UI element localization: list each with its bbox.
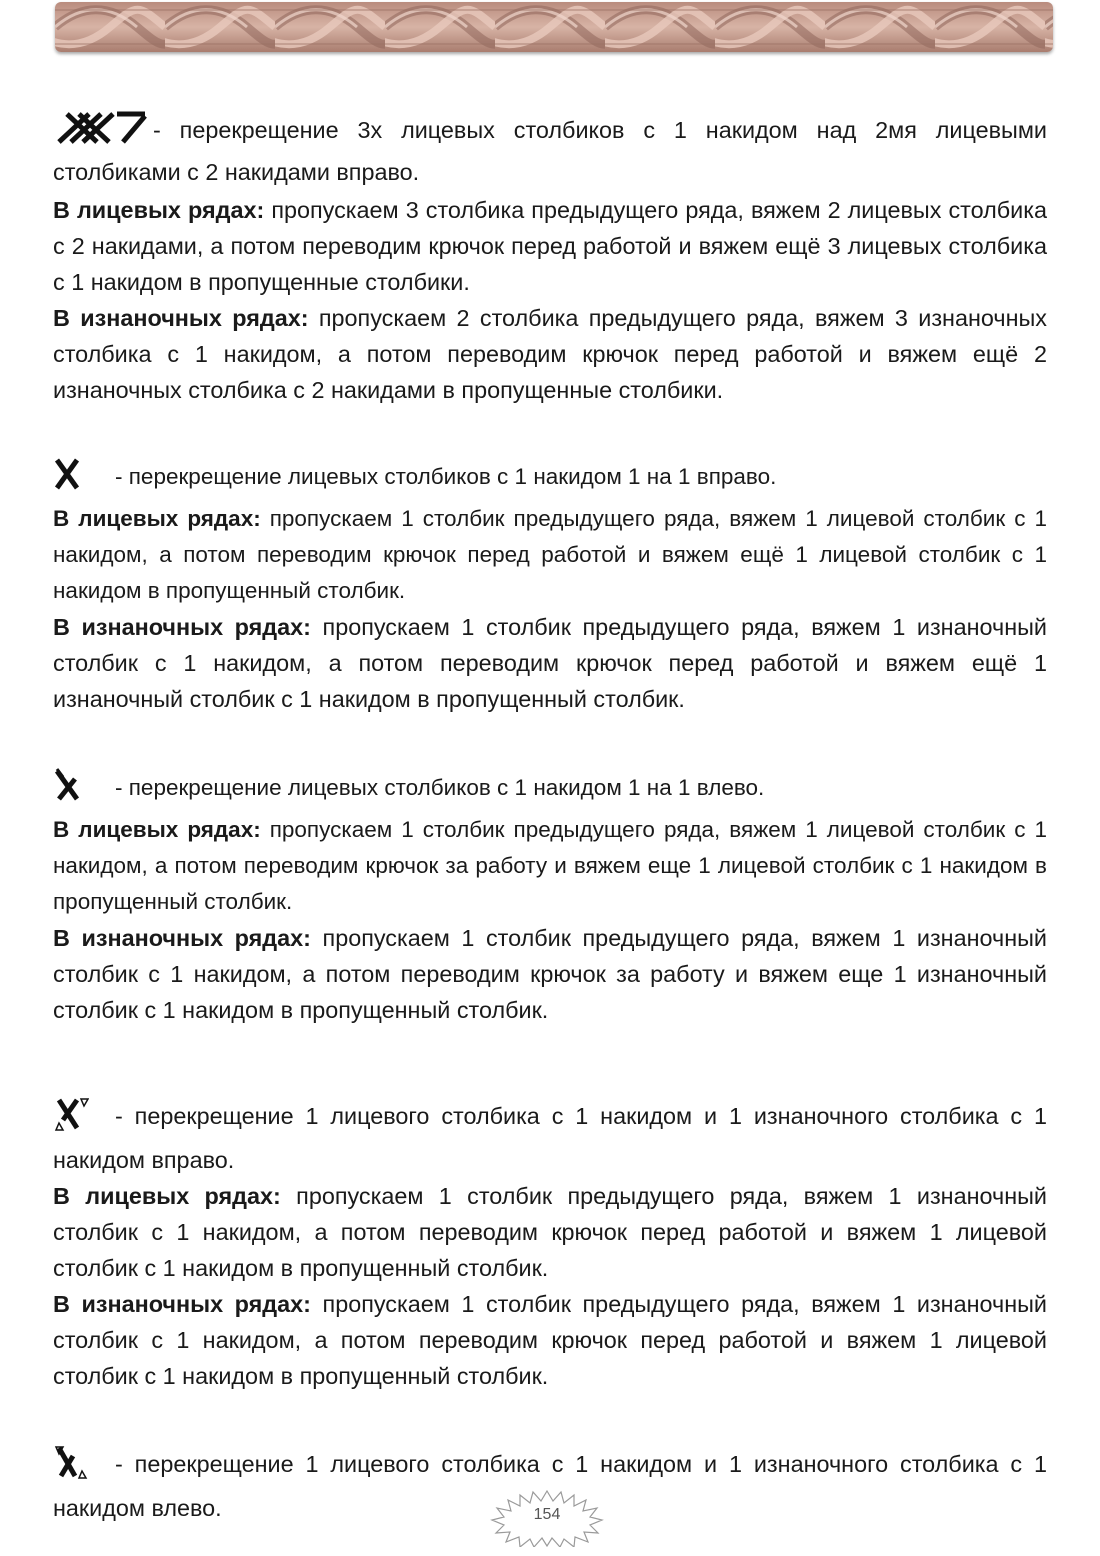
entry-lead-text: - перекрещение 1 лицевого столбика с 1 накидом и 1 изнаночного столбика с 1 накидом вправо. <box>53 1103 1047 1173</box>
row-label: В лицевых рядах: <box>53 817 261 842</box>
row-label: В лицевых рядах: <box>53 197 265 223</box>
page-content <box>53 110 1047 1526</box>
row-text: пропускаем 2 столбика предыдущего ряда, вяжем 3 изнаночных столбика с 1 накидом, а потом переводим крючок перед работой и вяжем ещё 2 изнаночных столбика с 2 накидами в пропущенные столбики. <box>53 305 1047 403</box>
legend-entry <box>53 767 1047 1028</box>
cross-1x1-right-icon <box>53 458 81 501</box>
row-label: В изнаночных рядах: <box>53 305 309 331</box>
page-number-badge <box>482 1487 612 1547</box>
cross-1x1-left-icon <box>53 767 81 812</box>
row-text: пропускаем 1 столбик предыдущего ряда, вяжем 1 изнаночный столбик с 1 накидом, а потом переводим крючок перед работой и вяжем ещё 1 изнаночный столбик с 1 накидом в пропущенный столбик. <box>53 614 1047 712</box>
row-text: пропускаем 1 столбик предыдущего ряда, вяжем 1 изнаночный столбик с 1 накидом, а потом переводим крючок за работу и вяжем еще 1 изнаночный столбик с 1 накидом в пропущенный столбик. <box>53 925 1047 1023</box>
row-label: В изнаночных рядах: <box>53 1291 311 1317</box>
entry-lead-text: - перекрещение лицевых столбиков с 1 накидом 1 на 1 влево. <box>115 775 765 800</box>
cross-3x2-right-icon <box>53 110 153 154</box>
row-label: В изнаночных рядах: <box>53 614 311 640</box>
row-text: пропускаем 1 столбик предыдущего ряда, вяжем 1 лицевой столбик с 1 накидом, а потом переводим крючок за работу и вяжем еще 1 лицевой столбик с 1 накидом в пропущенный столбик. <box>53 817 1047 914</box>
legend-entry <box>53 458 1047 717</box>
row-label: В изнаночных рядах: <box>53 925 311 951</box>
legend-entry <box>53 1096 1047 1394</box>
row-text: пропускаем 1 столбик предыдущего ряда, вяжем 1 лицевой столбик с 1 накидом, а потом переводим крючок перед работой и вяжем ещё 1 лицевой столбик с 1 накидом в пропущенный столбик. <box>53 506 1047 603</box>
row-label: В лицевых рядах: <box>53 506 261 531</box>
entry-lead-text: - перекрещение 3х лицевых столбиков с 1 накидом над 2мя лицевыми столбиками с 2 накидами вправо. <box>53 117 1047 185</box>
knit-cable-banner <box>55 2 1053 52</box>
cross-knit-purl-right-icon <box>53 1096 89 1142</box>
entry-lead-text: - перекрещение 1 лицевого столбика с 1 накидом и 1 изнаночного столбика с 1 накидом влево. <box>53 1451 1047 1521</box>
cross-knit-purl-left-icon <box>53 1444 89 1490</box>
row-text: пропускаем 1 столбик предыдущего ряда, вяжем 1 изнаночный столбик с 1 накидом, а потом переводим крючок перед работой и вяжем 1 лицевой столбик с 1 накидом в пропущенный столбик. <box>53 1291 1047 1389</box>
row-text: пропускаем 3 столбика предыдущего ряда, вяжем 2 лицевых столбика с 2 накидами, а потом переводим крючок перед работой и вяжем ещё 3 лицевых столбика с 1 накидом в пропущенные столбики. <box>53 197 1047 295</box>
row-text: пропускаем 1 столбик предыдущего ряда, вяжем 1 изнаночный столбик с 1 накидом, а потом переводим крючок перед работой и вяжем 1 лицевой столбик с 1 накидом в пропущенный столбик. <box>53 1183 1047 1281</box>
row-label: В лицевых рядах: <box>53 1183 281 1209</box>
legend-entry <box>53 110 1047 408</box>
page-number: 154 <box>533 1506 561 1523</box>
entry-lead-text: - перекрещение лицевых столбиков с 1 накидом 1 на 1 вправо. <box>115 464 777 489</box>
